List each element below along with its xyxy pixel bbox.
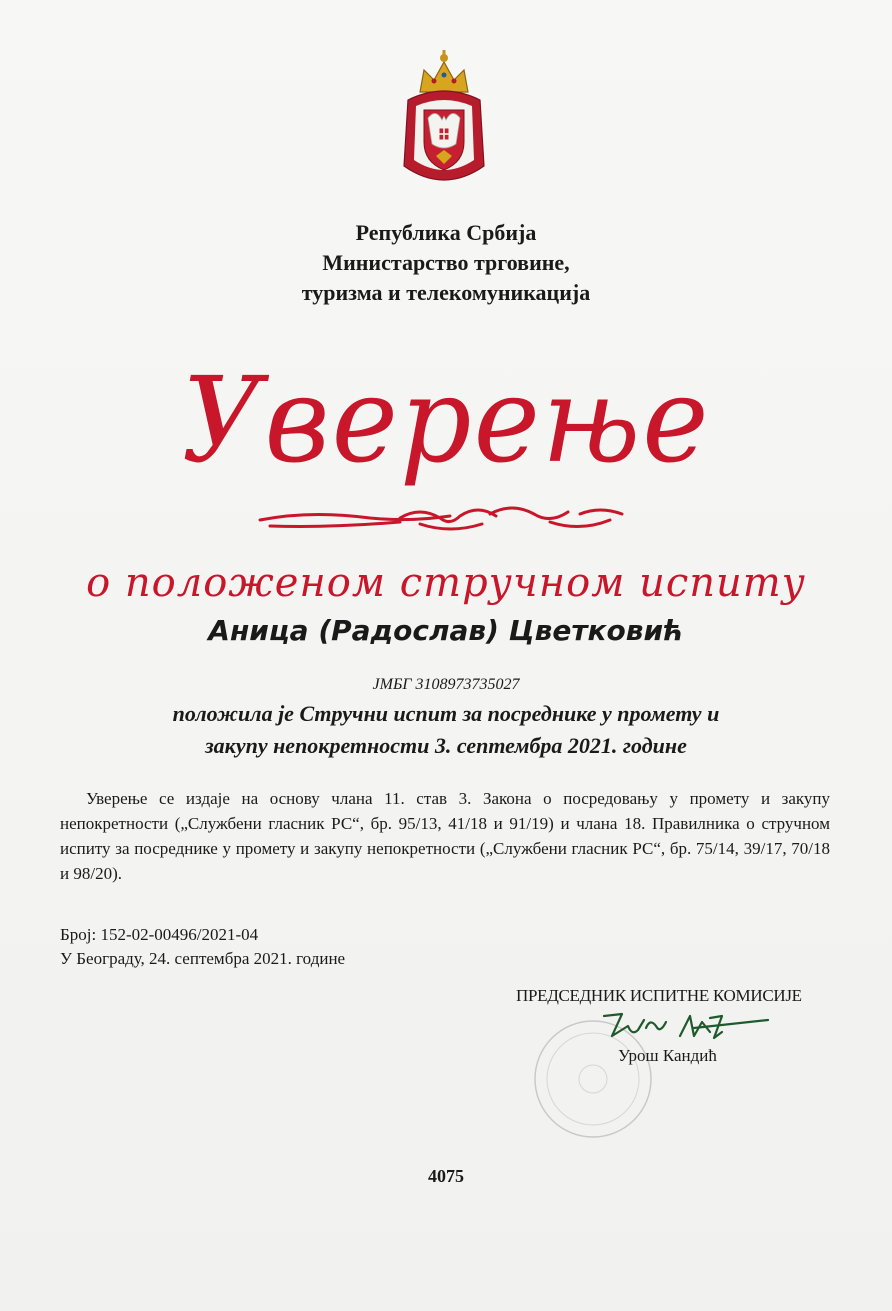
certificate-title: Уверење [181,352,711,490]
exam-statement-line2: закупу непокретности 3. септембра 2021. године [205,733,687,758]
issuer-ministry-line2: туризма и телекомуникација [301,280,591,305]
person-name: Аница (Радослав) Цветковић [208,614,684,647]
signatory-name: Урош Кандић [618,1046,717,1065]
issuer-ministry-line1: Министарство трговине, [322,250,570,275]
legal-basis-paragraph: Уверење се издаје на основу члана 11. став 3. Закона о посредовању у промету и закупу непокретности („Службени гласник РС“, бр. 95/13, 41/18 и 91/19) и члана 18. Правилника о стручном испиту за посреднике у промету и закупу непокретности („Службени гласник РС“, бр. 75/14, 39/17, 70/18 и 98/20). [60,789,830,883]
reference-number: Број: 152-02-00496/2021-04 [60,925,259,944]
issuer-country: Република Србија [355,220,537,245]
title-flourish-icon [250,492,650,542]
signatory-title: ПРЕДСЕДНИК ИСПИТНЕ КОМИСИЈЕ [516,986,802,1005]
issuer-block [0,218,892,308]
exam-statement [0,698,892,762]
legal-basis-text [60,786,830,886]
certificate-subtitle: о положеном стручном испиту [86,560,806,606]
exam-statement-line1: положила је Стручни испит за посреднике у промету и [172,701,720,726]
certificate-number: 4075 [428,1166,464,1186]
coat-of-arms-icon [398,48,490,190]
personal-id-number: ЈМБГ 3108973735027 [372,676,520,693]
place-and-date: У Београду, 24. септембра 2021. године [60,949,346,968]
